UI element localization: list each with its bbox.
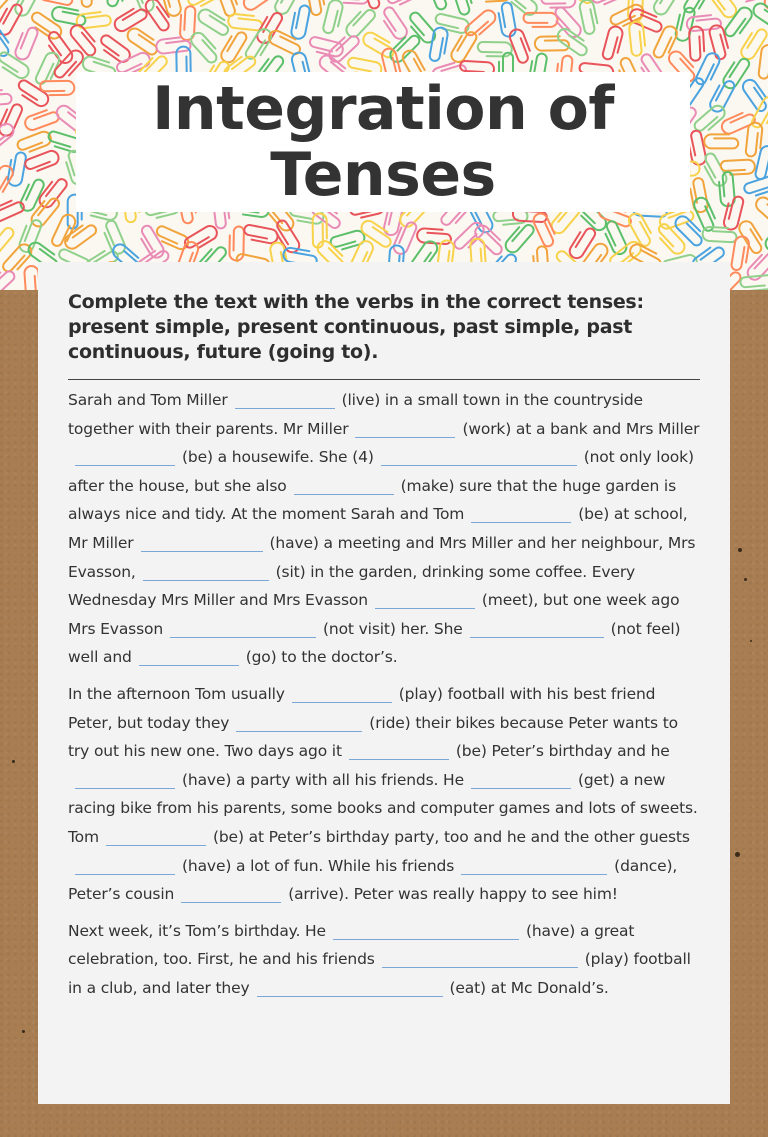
answer-blank[interactable] xyxy=(236,713,362,732)
exercise-text-segment: (have) a great celebration, too. First, he and his friends xyxy=(68,921,635,969)
exercise-text-segment: (have) a party with all his friends. He xyxy=(182,770,464,789)
answer-blank[interactable] xyxy=(355,419,455,438)
answer-blank[interactable] xyxy=(75,770,175,789)
answer-blank[interactable] xyxy=(471,504,571,523)
answer-blank[interactable] xyxy=(139,647,239,666)
exercise-text-segment: Next week, it’s Tom’s birthday. He xyxy=(68,921,326,940)
answer-blank[interactable] xyxy=(75,447,175,466)
exercise-text xyxy=(68,386,700,1002)
exercise-text-segment: (not only look) after the house, but she also xyxy=(68,448,694,495)
title-line-1: Integration of xyxy=(152,74,614,144)
answer-blank[interactable] xyxy=(381,447,577,466)
exercise-text-segment: (eat) at Mc Donald’s. xyxy=(449,978,609,997)
exercise-text-segment: (get) a new racing bike from his parents, some books and computer games and lots of sweets. Tom xyxy=(68,770,698,846)
answer-blank[interactable] xyxy=(257,978,443,997)
instruction-text: Complete the text with the verbs in the correct tenses: present simple, present continuous, past simple, past continuous, future (going to). xyxy=(68,291,644,363)
page-title xyxy=(152,76,614,208)
exercise-text-segment: (dance), Peter’s cousin xyxy=(68,856,678,904)
answer-blank[interactable] xyxy=(292,684,392,703)
answer-blank[interactable] xyxy=(106,827,206,846)
exercise-text-segment: (be) a housewife. She (4) xyxy=(182,448,374,467)
exercise-text-segment: (be) at school, Mr Miller xyxy=(68,505,688,552)
answer-blank[interactable] xyxy=(349,741,449,760)
answer-blank[interactable] xyxy=(170,619,316,638)
exercise-text-segment: (ride) their bikes because Peter wants to try out his new one. Two days ago it xyxy=(68,713,679,761)
exercise-text-segment: In the afternoon Tom usually xyxy=(68,684,285,703)
exercise-text-segment: (be) at Peter’s birthday party, too and he and the other guests xyxy=(212,827,690,846)
exercise-text-segment: (have) a meeting and Mrs Miller and her neighbour, Mrs Evasson, xyxy=(68,533,696,581)
exercise-paragraph xyxy=(68,680,700,909)
answer-blank[interactable] xyxy=(382,949,578,968)
title-box xyxy=(76,72,690,212)
answer-blank[interactable] xyxy=(461,856,607,875)
answer-blank[interactable] xyxy=(294,476,394,495)
answer-blank[interactable] xyxy=(141,533,263,552)
exercise-paragraph xyxy=(68,386,700,672)
exercise-text-segment: Sarah and Tom Miller xyxy=(68,391,228,409)
exercise-text-segment: (meet), but one week ago Mrs Evasson xyxy=(68,591,680,638)
answer-blank[interactable] xyxy=(75,856,175,875)
answer-blank[interactable] xyxy=(471,770,571,789)
exercise-text-segment: (not visit) her. She xyxy=(323,619,463,638)
exercise-text-segment: (not feel) well and xyxy=(68,619,681,667)
answer-blank[interactable] xyxy=(143,562,269,581)
answer-blank[interactable] xyxy=(333,921,519,940)
exercise-text-segment: (play) football in a club, and later they xyxy=(68,950,691,997)
exercise-text-segment: (go) to the doctor’s. xyxy=(245,648,398,667)
exercise-text-segment: (live) in a small town in the countryside together with their parents. Mr Miller xyxy=(68,391,643,438)
answer-blank[interactable] xyxy=(181,884,281,903)
exercise-text-segment: (make) sure that the huge garden is always nice and tidy. At the moment Sarah and Tom xyxy=(68,476,676,524)
answer-blank[interactable] xyxy=(235,390,335,409)
divider xyxy=(68,379,700,380)
exercise-text-segment: (be) Peter’s birthday and he xyxy=(455,742,670,761)
exercise-text-segment: (play) football with his best friend Peter, but today they xyxy=(68,684,656,732)
exercise-paragraph xyxy=(68,917,700,1003)
answer-blank[interactable] xyxy=(375,590,475,609)
title-line-2: Tenses xyxy=(270,140,496,210)
exercise-text-segment: (work) at a bank and Mrs Miller xyxy=(462,419,700,438)
worksheet xyxy=(38,262,730,1104)
answer-blank[interactable] xyxy=(470,619,604,638)
exercise-text-segment: (sit) in the garden, drinking some coffee. Every Wednesday Mrs Miller and Mrs Evasson xyxy=(68,562,636,610)
exercise-text-segment: (arrive). Peter was really happy to see him! xyxy=(288,885,618,904)
exercise-text-segment: (have) a lot of fun. While his friends xyxy=(182,856,455,875)
